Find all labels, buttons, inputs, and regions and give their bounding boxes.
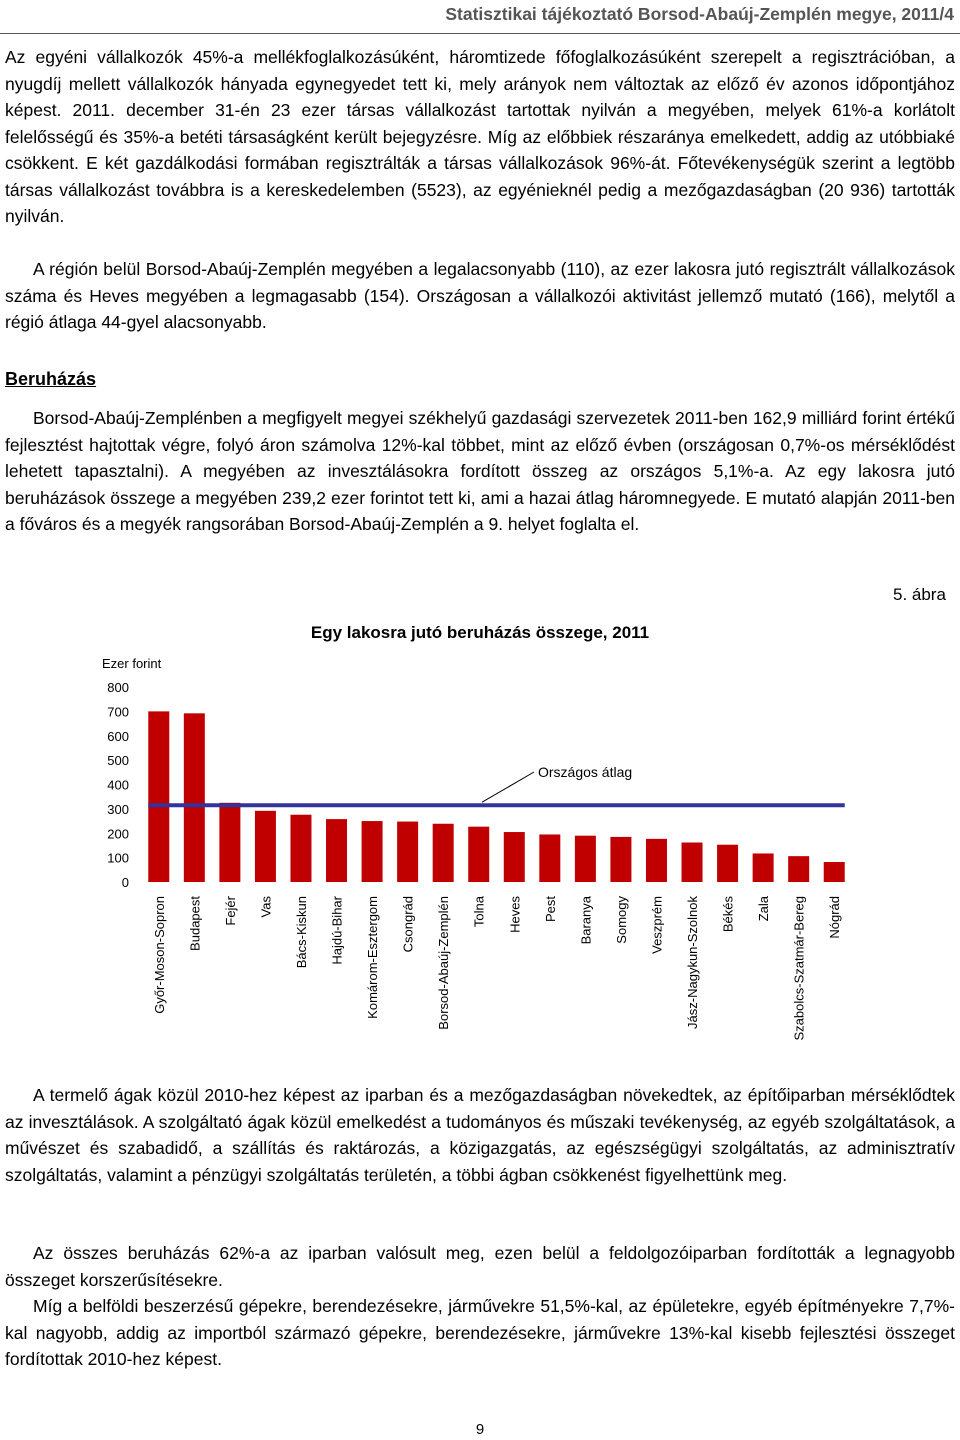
x-tick-label: Csongrád: [400, 896, 416, 953]
bar: [219, 803, 240, 882]
x-tick-label: Baranya: [578, 896, 594, 945]
chart-title: Egy lakosra jutó beruházás összege, 2011: [310, 623, 650, 642]
x-tick-label: Bács-Kiskun: [293, 896, 309, 969]
x-tick-label: Heves: [507, 896, 523, 933]
bar: [610, 837, 631, 882]
chart-ylabel: Ezer forint: [102, 656, 162, 671]
x-tick-label: Nógrád: [827, 896, 843, 939]
after-paragraph-1: A termelő ágak közül 2010-hez képest az iparban és a mezőgazdaságban növekedtek, az építőiparban mérséklődtek az invesztálások. A szolgáltató ágak közül emelkedést a tudományos és műszaki tevékenység, az egyéb szolgáltatások, a művészet és szabadidő, a szállítás és raktározás, a közigazgatás, az egészségügyi szolgáltatás, az adminisztratív szolgáltatás, valamint a pénzügyi szolgáltatás területén, a többi ágban csökkenést figyelhettünk meg.: [5, 1085, 955, 1185]
bar: [682, 843, 703, 882]
x-tick-label: Tolna: [471, 896, 487, 928]
x-tick-label: Fejér: [222, 896, 238, 926]
y-tick-label: 400: [107, 777, 129, 793]
intro-paragraph-1: Az egyéni vállalkozók 45%-a mellékfoglalkozásúként, háromtizede főfoglalkozásúként szerepelt a regisztrációban, a nyugdíj mellett vállalkozók hányada egynegyedet tett ki, mely arányok nem változtak az előző év azonos időpontjához képest. 2011. december 31-én 23 ezer társas vállalkozást tartottak nyilván a megyében, melyek 61%-a korlátolt felelősségű és 35%-a betéti társaságként került bejegyzésre. Míg az előbbiek részaránya emelkedett, addig az utóbbiaké csökkent. E két gazdálkodási formában regisztrálták a társas vállalkozások 96%-át. Főtevékenységük szerint a legtöbb társas vállalkozást továbbra is a kereskedelemben (5523), az egyénieknél pedig a mezőgazdaságban (20 936) tartották nyilván.: [5, 47, 955, 226]
y-tick-label: 600: [107, 728, 129, 744]
bar: [362, 821, 383, 882]
x-tick-label: Budapest: [187, 896, 203, 951]
header-rule: [0, 33, 960, 34]
y-tick-label: 200: [107, 826, 129, 842]
bar: [468, 827, 489, 882]
x-tick-label: Hajdú-Bihar: [329, 896, 345, 965]
bar: [255, 811, 276, 882]
header-title: Statisztikai tájékoztató Borsod-Abaúj-Zemplén megye, 2011/4: [445, 4, 954, 24]
page-header: [0, 0, 960, 38]
bar: [824, 862, 845, 882]
bar: [184, 713, 205, 882]
figure-label: 5. ábra: [893, 585, 946, 604]
bars: [148, 711, 844, 882]
bar: [290, 815, 311, 882]
x-tick-label: Pest: [542, 896, 558, 923]
page-number: 9: [475, 1421, 485, 1438]
after-paragraph-2: Az összes beruházás 62%-a az iparban valósult meg, ezen belül a feldolgozóiparban fordították a legnagyobb összeget korszerűsítésekre.: [5, 1243, 955, 1290]
bar: [646, 839, 667, 882]
average-label: Országos átlag: [538, 764, 633, 780]
bar: [504, 832, 525, 882]
bar: [539, 834, 560, 882]
x-tick-label: Komárom-Esztergom: [365, 896, 381, 1019]
x-tick-label: Vas: [258, 896, 274, 918]
y-tick-label: 0: [121, 875, 129, 890]
bar: [788, 856, 809, 882]
section-paragraph-1: Borsod-Abaúj-Zemplénben a megfigyelt megyei székhelyű gazdasági szervezetek 2011-ben 162,9 milliárd forint értékű fejlesztést hajtottak végre, folyó áron számolva 12%-kal többet, mint az előző évben (országosan 0,7%-os mérséklődést lehetett tapasztalni). A megyében az invesztálásokra fordított összeg az országos 5,1%-a. Az egy lakosra jutó beruházások összege a megyében 239,2 ezer forintot tett ki, ami a hazai átlag háromnegyede. E mutató alapján 2011-ben a főváros és a megyék rangsorában Borsod-Abaúj-Zemplén a 9. helyet foglalta el.: [5, 408, 955, 534]
bar: [433, 824, 454, 882]
x-tick-label: Békés: [720, 896, 736, 933]
average-pointer: [482, 772, 534, 802]
x-tick-label: Győr-Moson-Sopron: [151, 896, 167, 1014]
investment-chart: [0, 600, 960, 1040]
after-paragraph-3: Míg a belföldi beszerzésű gépekre, berendezésekre, járművekre 51,5%-kal, az épületekre, egyéb építményekre 7,7%-kal nagyobb, addig az importból származó gépekre, berendezésekre, járművekre 13%-kal kisebb fejlesztési összeget fordítottak 2010-hez képest.: [5, 1296, 955, 1369]
x-tick-label: Veszprém: [649, 896, 665, 954]
x-tick-label: Szabolcs-Szatmár-Bereg: [791, 896, 807, 1040]
bar: [326, 819, 347, 882]
bar: [575, 836, 596, 882]
y-tick-label: 700: [107, 704, 129, 720]
y-axis-ticks: [107, 680, 129, 890]
y-tick-label: 500: [107, 753, 129, 769]
y-tick-label: 800: [107, 680, 129, 695]
bar: [753, 853, 774, 882]
bar: [148, 711, 169, 882]
x-tick-label: Borsod-Abaúj-Zemplén: [436, 896, 452, 1030]
intro-paragraph-2: A régión belül Borsod-Abaúj-Zemplén megyében a legalacsonyabb (110), az ezer lakosra jutó regisztrált vállalkozások száma és Heves megyében a legmagasabb (154). Országosan a vállalkozói aktivitást jellemző mutató (166), melytől a régió átlaga 44-gyel alacsonyabb.: [5, 259, 955, 332]
bar: [397, 822, 418, 882]
x-tick-label: Somogy: [613, 896, 629, 944]
y-tick-label: 300: [107, 801, 129, 817]
bar: [717, 845, 738, 882]
section-title: Beruházás: [5, 369, 97, 389]
x-tick-label: Zala: [756, 896, 772, 922]
x-axis-labels: [152, 895, 842, 1040]
x-tick-label: Jász-Nagykun-Szolnok: [685, 896, 701, 1029]
y-tick-label: 100: [107, 850, 129, 866]
